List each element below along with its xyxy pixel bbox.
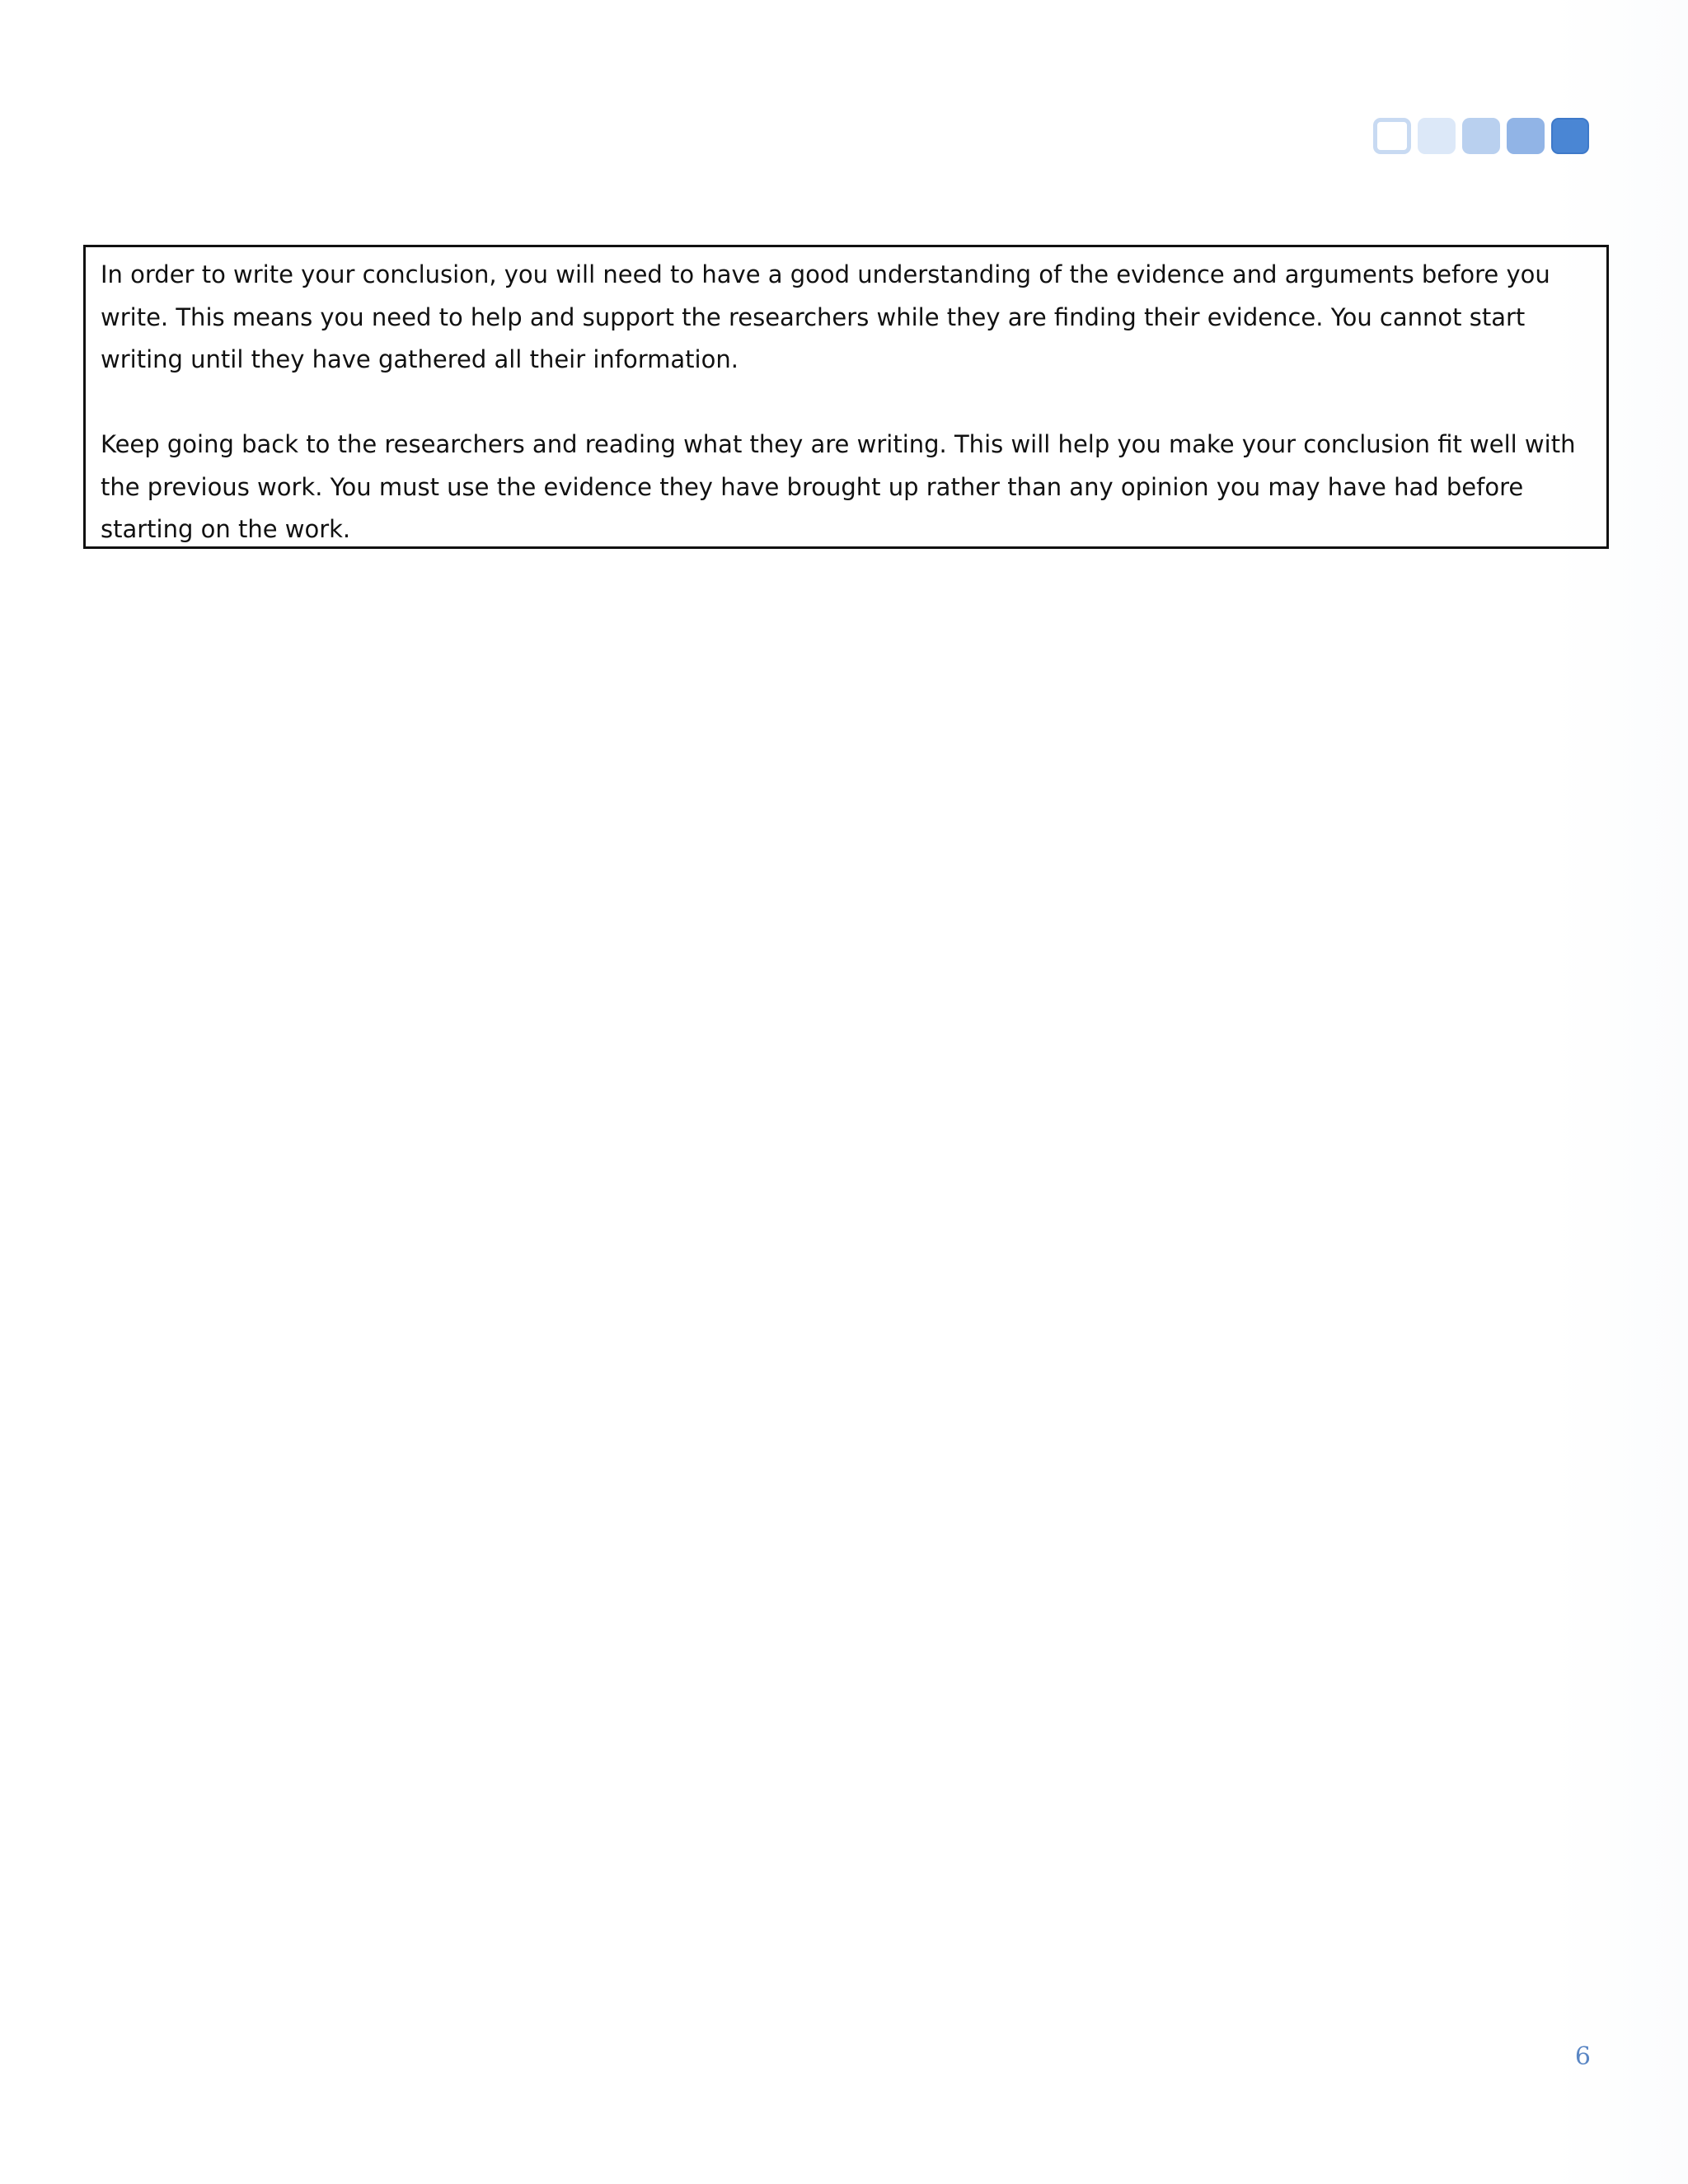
decoration-square-icon — [1418, 118, 1456, 154]
decoration-square-icon — [1507, 118, 1545, 154]
header-decoration-icon — [1373, 118, 1589, 154]
instruction-text-box — [83, 245, 1609, 549]
decoration-square-icon — [1373, 118, 1411, 154]
instruction-paragraph: In order to write your conclusion, you will need to have a good understanding of the evidence and arguments before you write. This means you need to help and support the researchers while they are finding their evidence. You cannot start writing until they have gathered all their information. — [101, 260, 1550, 373]
instruction-paragraph: Keep going back to the researchers and reading what they are writing. This will help you make your conclusion fit well with the previous work. You must use the evidence they have brought up rather than any opinion you may have had before starting on the work. — [101, 430, 1576, 543]
decoration-square-icon — [1462, 118, 1500, 154]
decoration-square-icon — [1551, 118, 1589, 154]
page-number: 6 — [1574, 2042, 1591, 2071]
